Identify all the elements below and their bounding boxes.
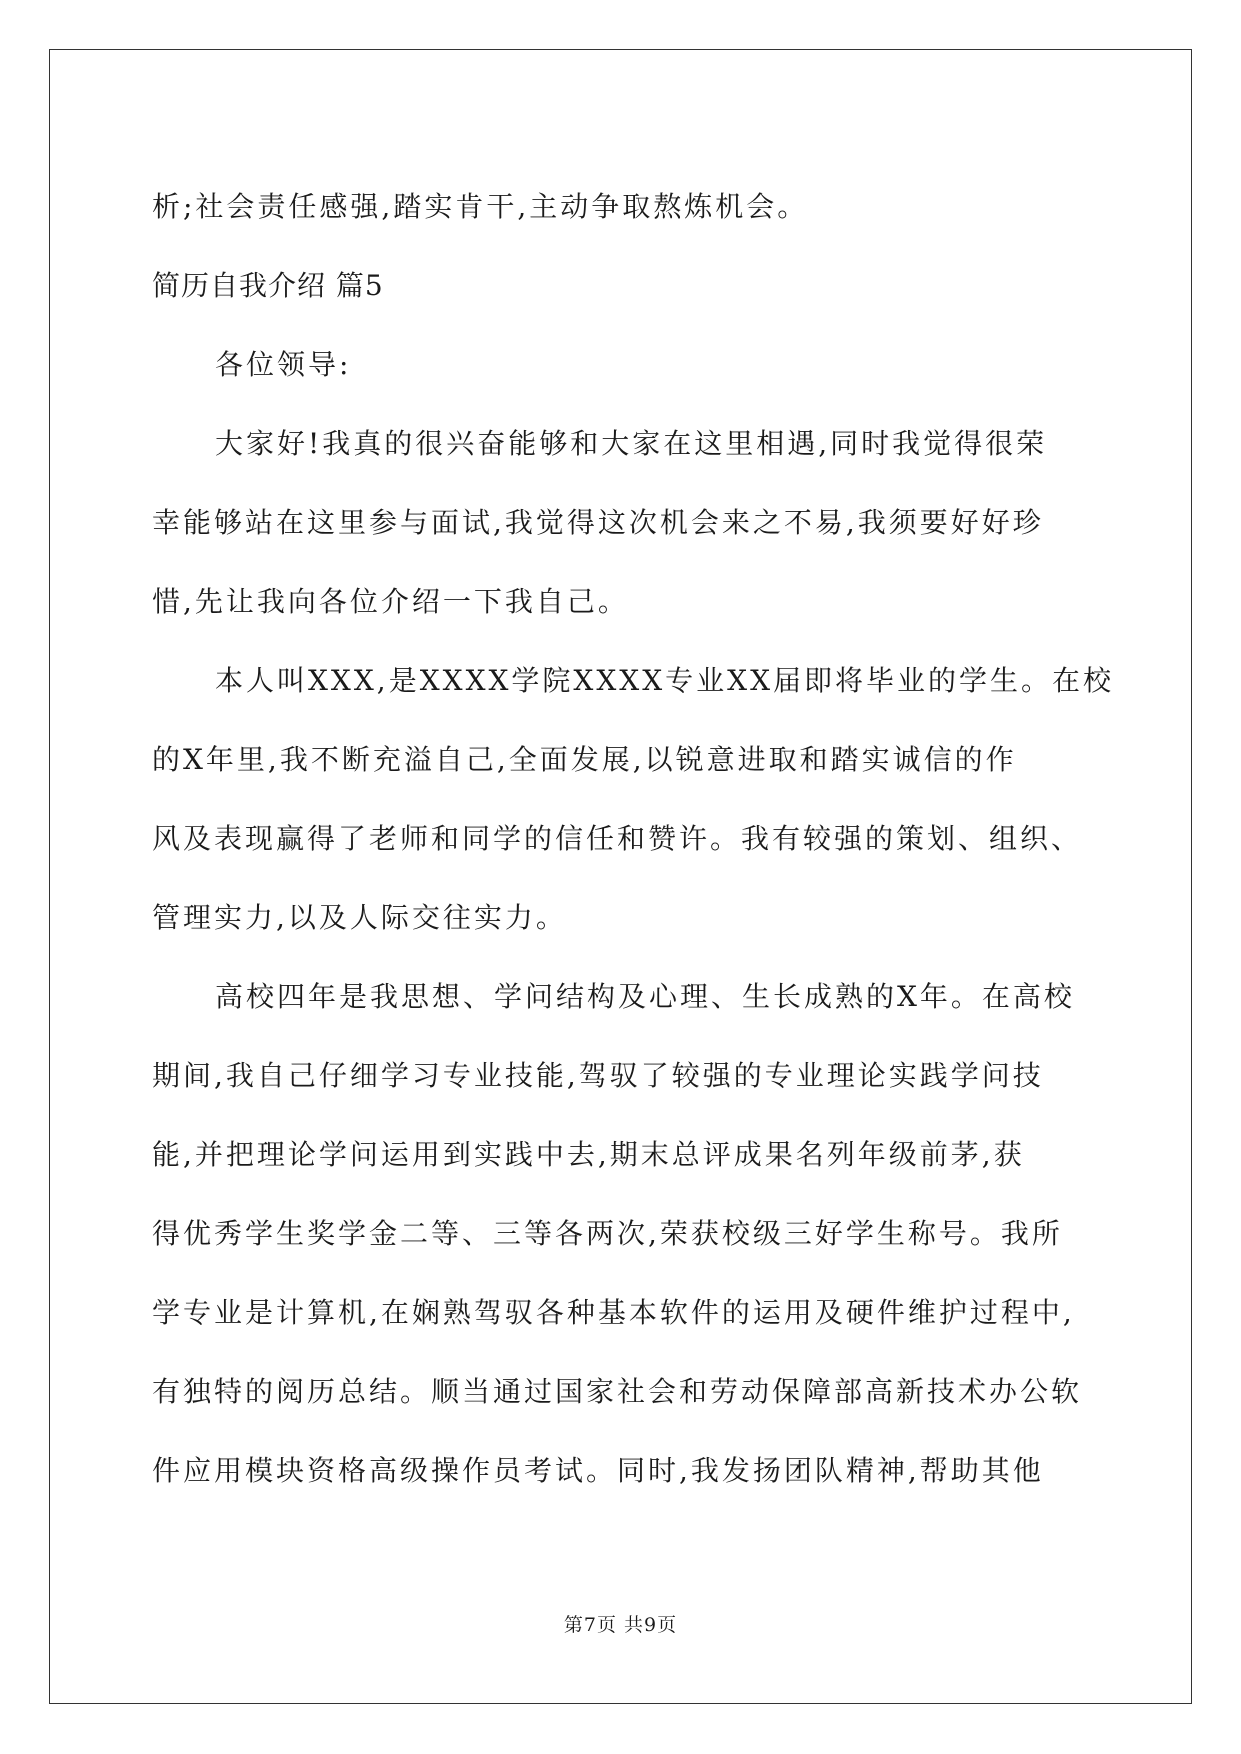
text-line: 幸能够站在这里参与面试,我觉得这次机会来之不易,我须要好好珍 <box>152 506 1044 539</box>
text-line: 风及表现赢得了老师和同学的信任和赞许。我有较强的策划、组织、 <box>152 822 1083 855</box>
text-line: 析;社会责任感强,踏实肯干,主动争取熬炼机会。 <box>152 190 809 223</box>
text-line: 本人叫XXX,是XXXX学院XXXX专业XX届即将毕业的学生。在校 <box>215 664 1115 697</box>
text-line: 件应用模块资格高级操作员考试。同时,我发扬团队精神,帮助其他 <box>152 1454 1044 1487</box>
page-number-footer: 第7页 共9页 <box>563 1614 678 1636</box>
text-line: 惜,先让我向各位介绍一下我自己。 <box>152 585 629 618</box>
section-heading: 简历自我介绍 篇5 <box>152 269 384 302</box>
text-line: 有独特的阅历总结。顺当通过国家社会和劳动保障部高新技术办公软 <box>152 1375 1083 1408</box>
text-line: 期间,我自己仔细学习专业技能,驾驭了较强的专业理论实践学问技 <box>152 1059 1044 1092</box>
salutation: 各位领导: <box>215 348 352 381</box>
text-line: 学专业是计算机,在娴熟驾驭各种基本软件的运用及硬件维护过程中, <box>152 1296 1075 1329</box>
text-line: 管理实力,以及人际交往实力。 <box>152 901 567 934</box>
text-line: 高校四年是我思想、学问结构及心理、生长成熟的X年。在高校 <box>215 980 1075 1013</box>
document-body <box>152 167 1115 1510</box>
text-line: 能,并把理论学问运用到实践中去,期末总评成果名列年级前茅,获 <box>152 1138 1025 1171</box>
text-line: 的X年里,我不断充溢自己,全面发展,以锐意进取和踏实诚信的作 <box>152 743 1017 776</box>
text-line: 得优秀学生奖学金二等、三等各两次,荣获校级三好学生称号。我所 <box>152 1217 1063 1250</box>
text-line: 大家好!我真的很兴奋能够和大家在这里相遇,同时我觉得很荣 <box>215 427 1048 460</box>
